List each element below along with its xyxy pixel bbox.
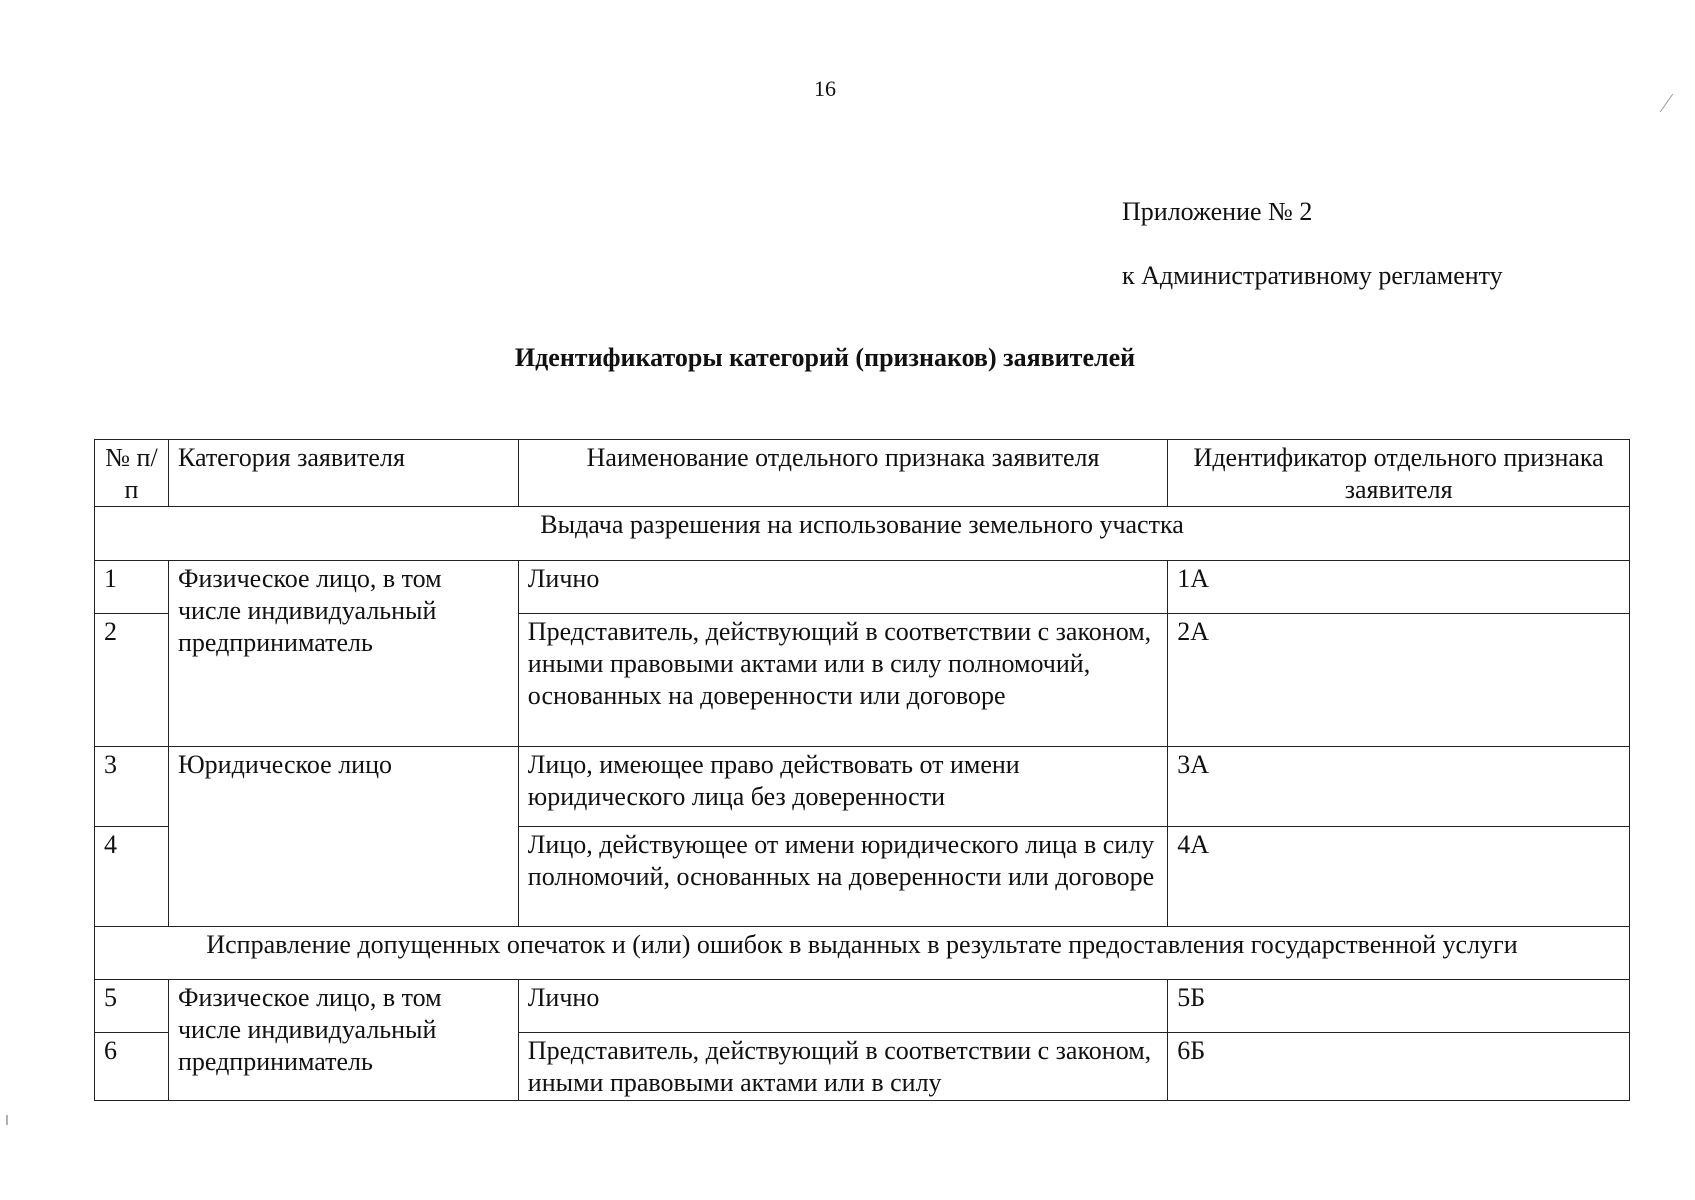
row-category: Физическое лицо, в том числе индивидуальный предприниматель <box>168 980 518 1101</box>
row-feature: Представитель, действующий в соответствии с законом, иными правовыми актами или в силу <box>518 1033 1167 1101</box>
document-title: Идентификаторы категорий (признаков) заявителей <box>514 343 1136 372</box>
scan-margin-dot <box>6 1115 8 1125</box>
appendix-block <box>1122 180 1503 308</box>
table-header-row <box>95 440 1630 507</box>
appendix-reference: к Административному регламенту <box>1122 261 1503 290</box>
identifiers-table <box>94 439 1630 1101</box>
row-feature: Лицо, действующее от имени юридического лица в силу полномочий, основанных на доверенности или договоре <box>518 827 1167 927</box>
section-title-1: Выдача разрешения на использование земельного участка <box>95 507 1630 561</box>
row-feature: Лично <box>518 980 1167 1033</box>
header-identifier: Идентификатор отдельного признака заявителя <box>1168 440 1630 507</box>
table-row <box>95 561 1630 614</box>
row-category: Юридическое лицо <box>168 747 518 927</box>
row-num: 5 <box>95 980 169 1033</box>
section-row <box>95 927 1630 980</box>
row-identifier: 2А <box>1168 614 1630 747</box>
row-identifier: 4А <box>1168 827 1630 927</box>
row-num: 1 <box>95 561 169 614</box>
header-feature: Наименование отдельного признака заявителя <box>518 440 1167 507</box>
row-identifier: 3А <box>1168 747 1630 827</box>
row-category: Физическое лицо, в том числе индивидуальный предприниматель <box>168 561 518 747</box>
page-number: 16 <box>814 76 836 101</box>
row-num: 2 <box>95 614 169 747</box>
row-num: 3 <box>95 747 169 827</box>
row-identifier: 6Б <box>1168 1033 1630 1101</box>
section-title-2: Исправление допущенных опечаток и (или) ошибок в выданных в результате предоставления государственной услуги <box>95 927 1630 980</box>
row-feature: Лично <box>518 561 1167 614</box>
table-row <box>95 747 1630 827</box>
row-feature: Лицо, имеющее право действовать от имени юридического лица без доверенности <box>518 747 1167 827</box>
row-identifier: 5Б <box>1168 980 1630 1033</box>
section-row <box>95 507 1630 561</box>
row-num: 4 <box>95 827 169 927</box>
appendix-number: Приложение № 2 <box>1122 197 1313 226</box>
header-num: № п/п <box>95 440 169 507</box>
scan-margin-mark <box>1660 94 1673 113</box>
header-category: Категория заявителя <box>168 440 518 507</box>
table-row <box>95 980 1630 1033</box>
row-num: 6 <box>95 1033 169 1101</box>
row-feature: Представитель, действующий в соответствии с законом, иными правовыми актами или в силу полномочий, основанных на доверенности или договоре <box>518 614 1167 747</box>
row-identifier: 1А <box>1168 561 1630 614</box>
